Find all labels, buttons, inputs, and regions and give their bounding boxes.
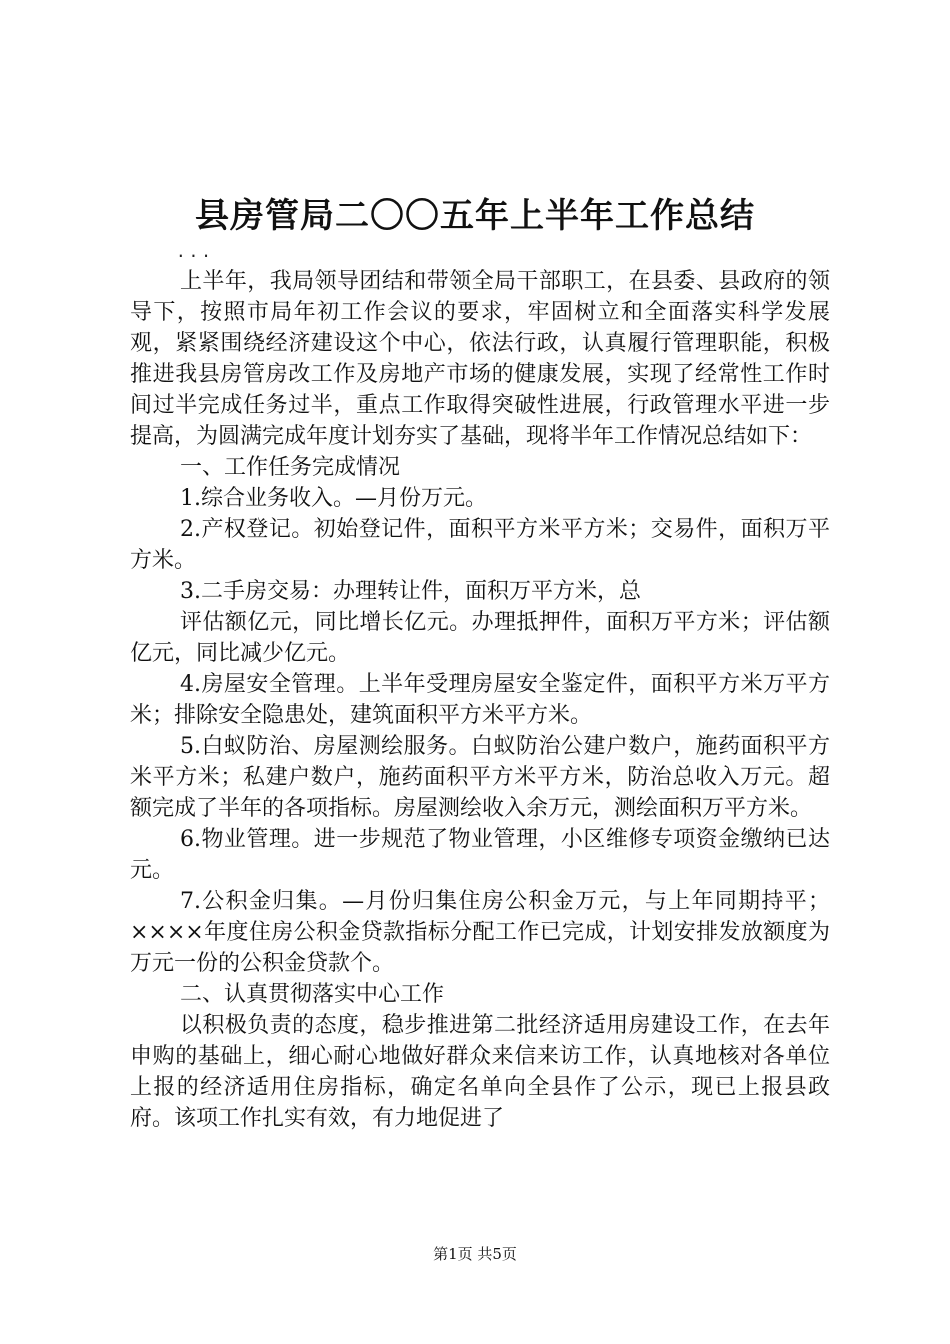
document-body xyxy=(130,266,830,1134)
item-paragraph-4: 4.房屋安全管理。上半年受理房屋安全鉴定件，面积平方米万平方米；排除安全隐患处，建筑面积平方米平方米。 xyxy=(130,672,830,728)
page-footer: 第1页 共5页 xyxy=(433,1245,517,1263)
item-paragraph-3: 3.二手房交易：办理转让件，面积万平方米，总 xyxy=(180,579,641,604)
section-2-paragraph: 以积极负责的态度，稳步推进第二批经济适用房建设工作，在去年申购的基础上，细心耐心地做好群众来信来访工作，认真地核对各单位上报的经济适用住房指标，确定名单向全县作了公示，现已上报县政府。该项工作扎实有效，有力地促进了 xyxy=(130,1013,830,1131)
item-paragraph-6: 6.物业管理。进一步规范了物业管理，小区维修专项资金缴纳已达元。 xyxy=(130,827,830,883)
document-title: 县房管局二〇〇五年上半年工作总结 xyxy=(195,196,755,236)
intro-paragraph: 上半年，我局领导团结和带领全局干部职工，在县委、县政府的领导下，按照市局年初工作会议的要求，牢固树立和全面落实科学发展观，紧紧围绕经济建设这个中心，依法行政，认真履行管理职能，积极推进我县房管房改工作及房地产市场的健康发展，实现了经常性工作时间过半完成任务过半，重点工作取得突破性进展，行政管理水平进一步提高，为圆满完成年度计划夯实了基础，现将半年工作情况总结如下： xyxy=(130,269,830,449)
item-paragraph-7: 7.公积金归集。—月份归集住房公积金万元，与上年同期持平；××××年度住房公积金贷款指标分配工作已完成，计划安排发放额度为万元一份的公积金贷款个。 xyxy=(130,889,830,976)
item-paragraph-1: 1.综合业务收入。—月份万元。 xyxy=(180,486,487,511)
item-paragraph-2: 2.产权登记。初始登记件，面积平方米平方米；交易件，面积万平方米。 xyxy=(130,517,830,573)
ellipsis-marker: ... xyxy=(176,242,214,261)
item-paragraph-3-continued: 评估额亿元，同比增长亿元。办理抵押件，面积万平方米；评估额亿元，同比减少亿元。 xyxy=(130,610,830,666)
section-heading-1: 一、工作任务完成情况 xyxy=(180,455,401,480)
section-heading-2: 二、认真贯彻落实中心工作 xyxy=(180,982,445,1007)
item-paragraph-5: 5.白蚁防治、房屋测绘服务。白蚁防治公建户数户，施药面积平方米平方米；私建户数户，施药面积平方米平方米，防治总收入万元。超额完成了半年的各项指标。房屋测绘收入余万元，测绘面积万平方米。 xyxy=(130,734,830,821)
